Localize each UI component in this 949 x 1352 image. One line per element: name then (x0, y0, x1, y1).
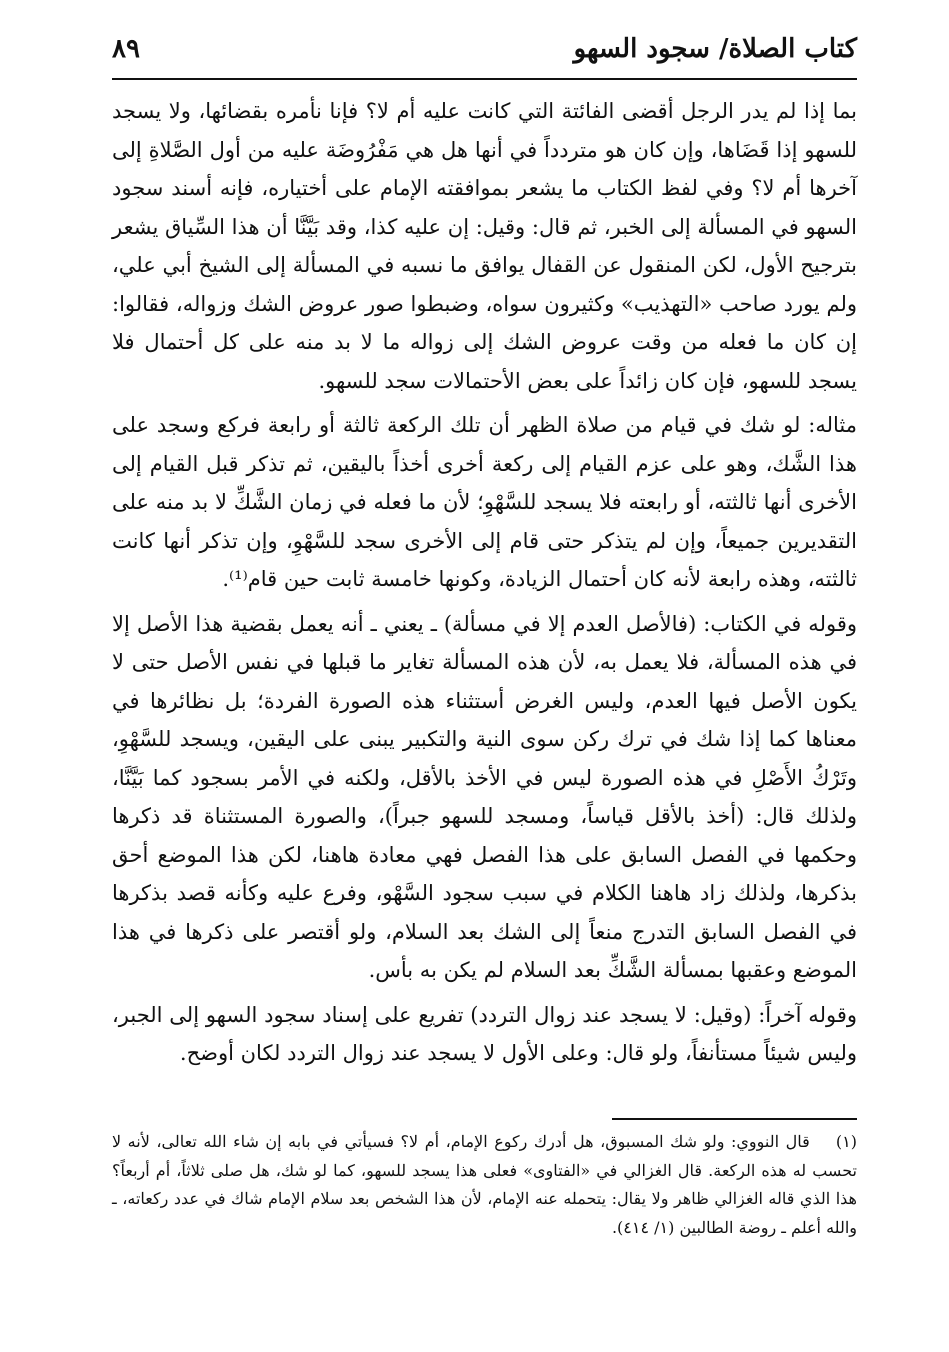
page-header (112, 30, 857, 76)
paragraph-4: وقوله آخراً: (وقيل: لا يسجد عند زوال التردد) تفريع على إسناد سجود السهو إلى الجبر، وليس شيئاً مستأنفاً، ولو قال: وعلى الأول لا يسجد عند زوال التردد لكان أوضح. (112, 1002, 857, 1065)
footnote-rule (612, 1118, 857, 1120)
paragraph-1: بما إذا لم يدر الرجل أقضى الفائتة التي كانت عليه أم لا؟ فإنا نأمره بقضائها، ولا يسجد للسهو إذا قَضَاها، وإن كان هو متردداً في أنها هل هي مَفْرُوضَة عليه من أول الصَّلاةِ إلى آخرها أم لا؟ وفي لفظ الكتاب ما يشعر بموافقته الإمام على أختياره، فإنه أسند سجود السهو في المسألة إلى الخبر، ثم قال: وقيل: إن عليه كذا، وقد بَيَّنَّا أن هذا السِّياق يشعر بترجيح الأول، لكن المنقول عن القفال يوافق ما نسبه في المسألة إلى الشيخ أبي علي، ولم يورد صاحب «التهذيب» وكثيرون سواه، وضبطوا صور عروض الشك وزواله، فقالوا: إن كان ما فعله من وقت عروض الشك إلى زواله ما لا بد منه على كل أحتمال فلا يسجد للسهو، فإن كان زائداً على بعض الأحتمالات سجد للسهو. (112, 99, 857, 393)
footnote-marker: (١) (835, 1132, 857, 1151)
page-number: ٨٩ (112, 34, 140, 64)
footnote-text: قال النووي: ولو شك المسبوق، هل أدرك ركوع الإمام، أم لا؟ فسيأتي في بابه إن شاء الله تعالى، لأنه لا تحسب له هذه الركعة. قال الغزالي في «الفتاوى» فعلى هذا يسجد للسهو، كما لو شك، هل صلى ثلاثاً، أم أربعاً؟ هذا الذي قاله الغزالي ظاهر ولا يقال: يتحمله عنه الإمام، لأن هذا الشخص بعد سلام الإمام شاك في عدد ركعاته، ـ والله أعلم ـ روضة الطالبين (١/ ٤١٤). (112, 1132, 857, 1237)
footnote (112, 1128, 857, 1242)
footnote-separator (816, 1132, 829, 1151)
header-rule (112, 78, 857, 80)
body-text (112, 92, 857, 1079)
running-title: كتاب الصلاة/ سجود السهو (573, 34, 857, 64)
paragraph-2: مثاله: لو شك في قيام من صلاة الظهر أن تلك الركعة ثالثة أو رابعة فركع وسجد على هذا الشَّك، وهو على عزم القيام إلى ركعة أخرى أخذاً باليقين، ثم تذكر قبل القيام إلى الأخرى أنها ثالثته، أو رابعته فلا يسجد للسَّهْوِ؛ لأن ما فعله في زمان الشَّكِّ لا بد منه على التقديرين جميعاً، وإن لم يتذكر حتى قام إلى الأخرى سجد للسَّهْوِ، وإن تذكر أنها كانت ثالثته، وهذه رابعة لأنه كان أحتمال الزيادة، وكونها خامسة ثابت حين قام⁽¹⁾. (112, 413, 857, 591)
paragraph-3: وقوله في الكتاب: (فالأصل العدم إلا في مسألة) ـ يعني ـ أنه يعمل بقضية هذا الأصل إلا في هذه المسألة، فلا يعمل به، لأن هذه المسألة تغاير ما قبلها في نفس الأصل حتى لا يكون الأصل فيها العدم، وليس الغرض أستثناء هذه الصورة الفردة؛ بل نظائرها في معناها كما إذا شك في ترك ركن سوى النية والتكبير يبنى على اليقين، ويسجد للسَّهْوِ، وتَرْكُ الأَصْلِ في هذه الصورة ليس في الأخذ بالأقل، ولكنه في الأمر بسجود كما بَيَّنَّا، ولذلك قال: (أخذ بالأقل قياساً، ومسجد للسهو جبراً)، والصورة المستثناة قد ذكرها وحكمها في الفصل السابق على هذا الفصل فهي معادة هاهنا، لكن هذا الموضع أحق بذكرها، ولذلك زاد هاهنا الكلام في سبب سجود السَّهْو، وفرع عليه وكأنه قصد بذكرها في الفصل السابق التدرج منعاً إلى الشك بعد السلام، ولو أقتصر على ذكرها في هذا الموضع وعقبها بمسألة الشَّكِّ بعد السلام لم يكن به بأس. (112, 611, 857, 982)
